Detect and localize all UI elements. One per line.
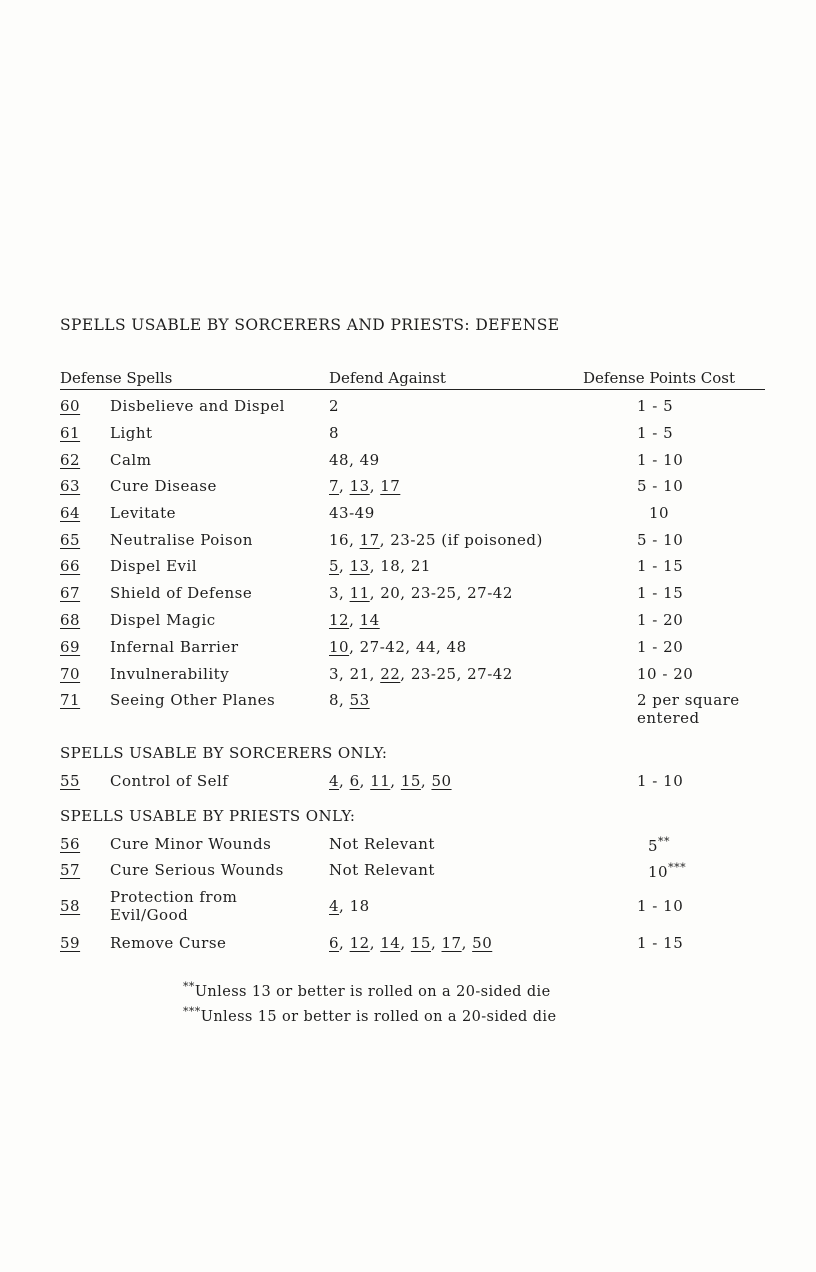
defend-against: 3, 21, 22, 23-25, 27-42 xyxy=(329,665,513,683)
defense-points-cost: 5 - 10 xyxy=(637,477,684,495)
spell-name: Disbelieve and Dispel xyxy=(110,397,285,415)
defend-against: 4, 6, 11, 15, 50 xyxy=(329,772,452,790)
spell-number: 65 xyxy=(60,531,81,549)
defense-points-cost: 1 - 20 xyxy=(637,638,684,656)
spell-number: 67 xyxy=(60,584,81,602)
defend-against: 8, 53 xyxy=(329,691,370,709)
defend-against: Not Relevant xyxy=(329,861,435,879)
spell-name: Dispel Evil xyxy=(110,557,198,575)
spell-name: Cure Disease xyxy=(110,477,217,495)
defense-points-cost: 10 xyxy=(649,504,670,522)
defense-points-cost: 1 - 20 xyxy=(637,611,684,629)
sorcerers-heading: SPELLS USABLE BY SORCERERS ONLY: xyxy=(60,744,388,762)
footnote-1: **Unless 13 or better is rolled on a 20-sided die xyxy=(183,980,551,1000)
spell-name: Invulnerability xyxy=(110,665,230,683)
spell-number: 56 xyxy=(60,835,81,853)
spell-name: Light xyxy=(110,424,153,442)
header-defense-spells: Defense Spells xyxy=(60,369,173,387)
defense-points-cost: 1 - 10 xyxy=(637,451,684,469)
spell-number: 63 xyxy=(60,477,81,495)
spell-number: 61 xyxy=(60,424,81,442)
defend-against: 7, 13, 17 xyxy=(329,477,401,495)
defend-against: 2 xyxy=(329,397,340,415)
defend-against: Not Relevant xyxy=(329,835,435,853)
defense-points-cost: 10*** xyxy=(648,861,687,881)
spell-number: 58 xyxy=(60,897,81,915)
defense-points-cost: 1 - 5 xyxy=(637,424,674,442)
spell-name: Levitate xyxy=(110,504,176,522)
spell-name: Remove Curse xyxy=(110,934,227,952)
defend-against: 10, 27-42, 44, 48 xyxy=(329,638,467,656)
spell-name: Cure Serious Wounds xyxy=(110,861,284,879)
defend-against: 6, 12, 14, 15, 17, 50 xyxy=(329,934,493,952)
spell-name: Dispel Magic xyxy=(110,611,216,629)
spell-name: Calm xyxy=(110,451,152,469)
footnotes xyxy=(183,977,556,1027)
spell-number: 69 xyxy=(60,638,81,656)
defense-points-cost: 2 per square entered xyxy=(637,691,740,727)
spell-number: 59 xyxy=(60,934,81,952)
spell-number: 62 xyxy=(60,451,81,469)
defend-against: 48, 49 xyxy=(329,451,380,469)
footnote-2: ***Unless 15 or better is rolled on a 20-sided die xyxy=(183,1005,557,1025)
defense-points-cost: 5** xyxy=(648,835,671,855)
defense-points-cost: 10 - 20 xyxy=(637,665,694,683)
spell-name: Infernal Barrier xyxy=(110,638,239,656)
defend-against: 12, 14 xyxy=(329,611,380,629)
defense-points-cost: 1 - 10 xyxy=(637,772,684,790)
defense-points-cost: 1 - 15 xyxy=(637,584,684,602)
defend-against: 5, 13, 18, 21 xyxy=(329,557,431,575)
defend-against: 16, 17, 23-25 (if poisoned) xyxy=(329,531,543,549)
defend-against: 43-49 xyxy=(329,504,375,522)
spell-number: 70 xyxy=(60,665,81,683)
defense-points-cost: 1 - 10 xyxy=(637,897,684,915)
spell-number: 60 xyxy=(60,397,81,415)
header-cost: Defense Points Cost xyxy=(583,369,736,387)
table-header xyxy=(60,369,765,390)
spell-name: Seeing Other Planes xyxy=(110,691,276,709)
defend-against: 4, 18 xyxy=(329,897,370,915)
spell-number: 66 xyxy=(60,557,81,575)
spell-name: Cure Minor Wounds xyxy=(110,835,272,853)
defend-against: 8 xyxy=(329,424,340,442)
spell-name: Neutralise Poison xyxy=(110,531,253,549)
header-defend-against: Defend Against xyxy=(329,369,446,387)
defense-points-cost: 1 - 5 xyxy=(637,397,674,415)
spell-name: Shield of Defense xyxy=(110,584,253,602)
spell-number: 68 xyxy=(60,611,81,629)
page-title: SPELLS USABLE BY SORCERERS AND PRIESTS: DEFENSE xyxy=(60,316,560,334)
spell-number: 71 xyxy=(60,691,81,709)
spell-number: 64 xyxy=(60,504,81,522)
priests-heading: SPELLS USABLE BY PRIESTS ONLY: xyxy=(60,807,356,825)
defend-against: 3, 11, 20, 23-25, 27-42 xyxy=(329,584,513,602)
spell-number: 57 xyxy=(60,861,81,879)
defense-points-cost: 5 - 10 xyxy=(637,531,684,549)
spell-name: Control of Self xyxy=(110,772,229,790)
spell-name: Protection from Evil/Good xyxy=(110,888,238,924)
defense-points-cost: 1 - 15 xyxy=(637,934,684,952)
defense-points-cost: 1 - 15 xyxy=(637,557,684,575)
spell-number: 55 xyxy=(60,772,81,790)
